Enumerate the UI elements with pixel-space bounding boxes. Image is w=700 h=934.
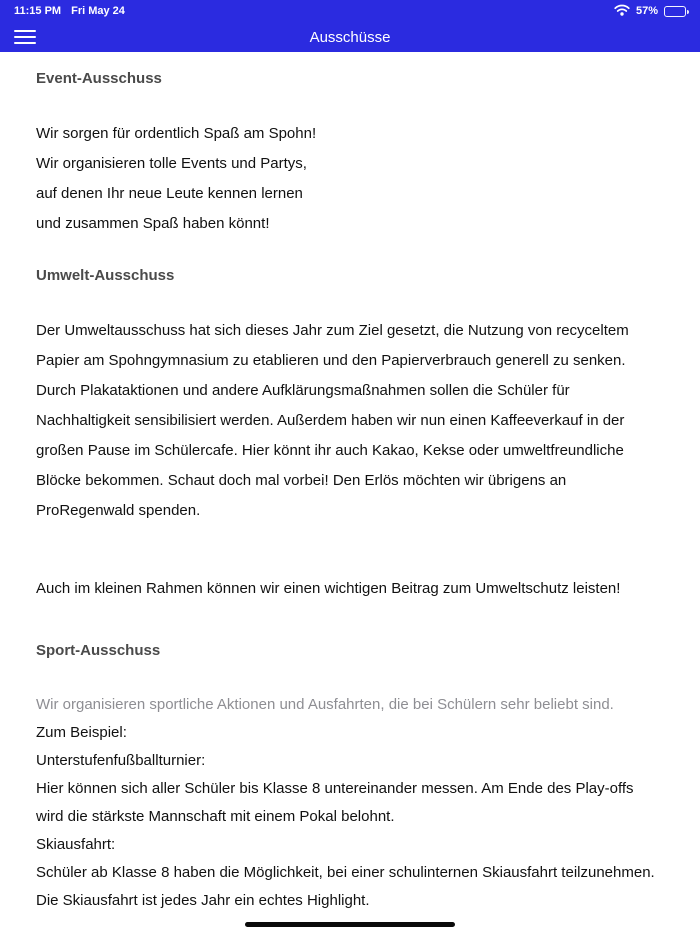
battery-icon — [664, 6, 686, 17]
event-line: und zusammen Spaß haben könnt! — [36, 215, 270, 232]
status-left — [14, 5, 125, 17]
sport-line: Schüler ab Klasse 8 haben die Möglichkeit, bei einer schulinternen Skiausfahrt teilzunehmen. Die Skiausfahrt ist jedes Jahr ein echtes Highlight. — [36, 864, 655, 909]
sport-line: Hier können sich aller Schüler bis Klasse 8 untereinander messen. Am Ende des Play-offs wird die stärkste Mannschaft mit einem Pokal belohnt. — [36, 780, 634, 825]
main-content — [0, 52, 700, 915]
section-title-event: Event-Ausschuss — [36, 70, 162, 87]
umwelt-closing-line: Auch im kleinen Rahmen können wir einen wichtigen Beitrag zum Umweltschutz leisten! — [36, 580, 621, 597]
event-paragraph — [36, 119, 664, 239]
status-date: Fri May 24 — [71, 5, 125, 17]
status-right — [614, 4, 686, 19]
battery-percent: 57% — [635, 5, 658, 17]
page-title: Ausschüsse — [309, 28, 391, 46]
event-line: Wir sorgen für ordentlich Spaß am Spohn! — [36, 125, 317, 142]
hamburger-menu-icon[interactable] — [14, 30, 36, 44]
section-title-umwelt-rest: -Ausschuss — [89, 267, 175, 284]
section-title-sport: Sport-Ausschuss — [36, 642, 161, 659]
section-title-umwelt — [36, 267, 664, 284]
nav-bar — [0, 22, 700, 52]
section-title-umwelt-bold: Umwelt — [36, 267, 90, 284]
event-line: auf denen Ihr neue Leute kennen lernen — [36, 185, 303, 202]
sport-line: Skiausfahrt: — [36, 836, 116, 853]
status-bar — [0, 0, 700, 22]
sport-intro: Wir organisieren sportliche Aktionen und Ausfahrten, die bei Schülern sehr beliebt sind. — [36, 696, 614, 713]
sport-line: Unterstufenfußballturnier: — [36, 752, 206, 769]
sport-line: Zum Beispiel: — [36, 724, 127, 741]
sport-paragraph — [36, 719, 664, 915]
status-time: 11:15 PM — [14, 5, 62, 17]
header — [0, 0, 700, 52]
event-line: Wir organisieren tolle Events und Partys, — [36, 155, 307, 172]
home-indicator[interactable] — [245, 922, 455, 927]
wifi-icon — [614, 4, 630, 19]
umwelt-paragraph: Der Umweltausschuss hat sich dieses Jahr zum Ziel gesetzt, die Nutzung von recyceltem Papier am Spohngymnasium zu etablieren und den Papierverbrauch generell zu senken. Durch Plakataktionen und andere Aufklärungsmaßnahmen sollen die Schüler für Nachhaltigkeit sensibilisiert werden. Außerdem haben wir nun einen Kaffeeverkauf in der großen Pause im Schülercafe. Hier könnt ihr auch Kakao, Kekse oder umweltfreundliche Blöcke bekommen. Schaut doch mal vorbei! Den Erlös möchten wir übrigens an ProRegenwald spenden. — [36, 322, 629, 519]
